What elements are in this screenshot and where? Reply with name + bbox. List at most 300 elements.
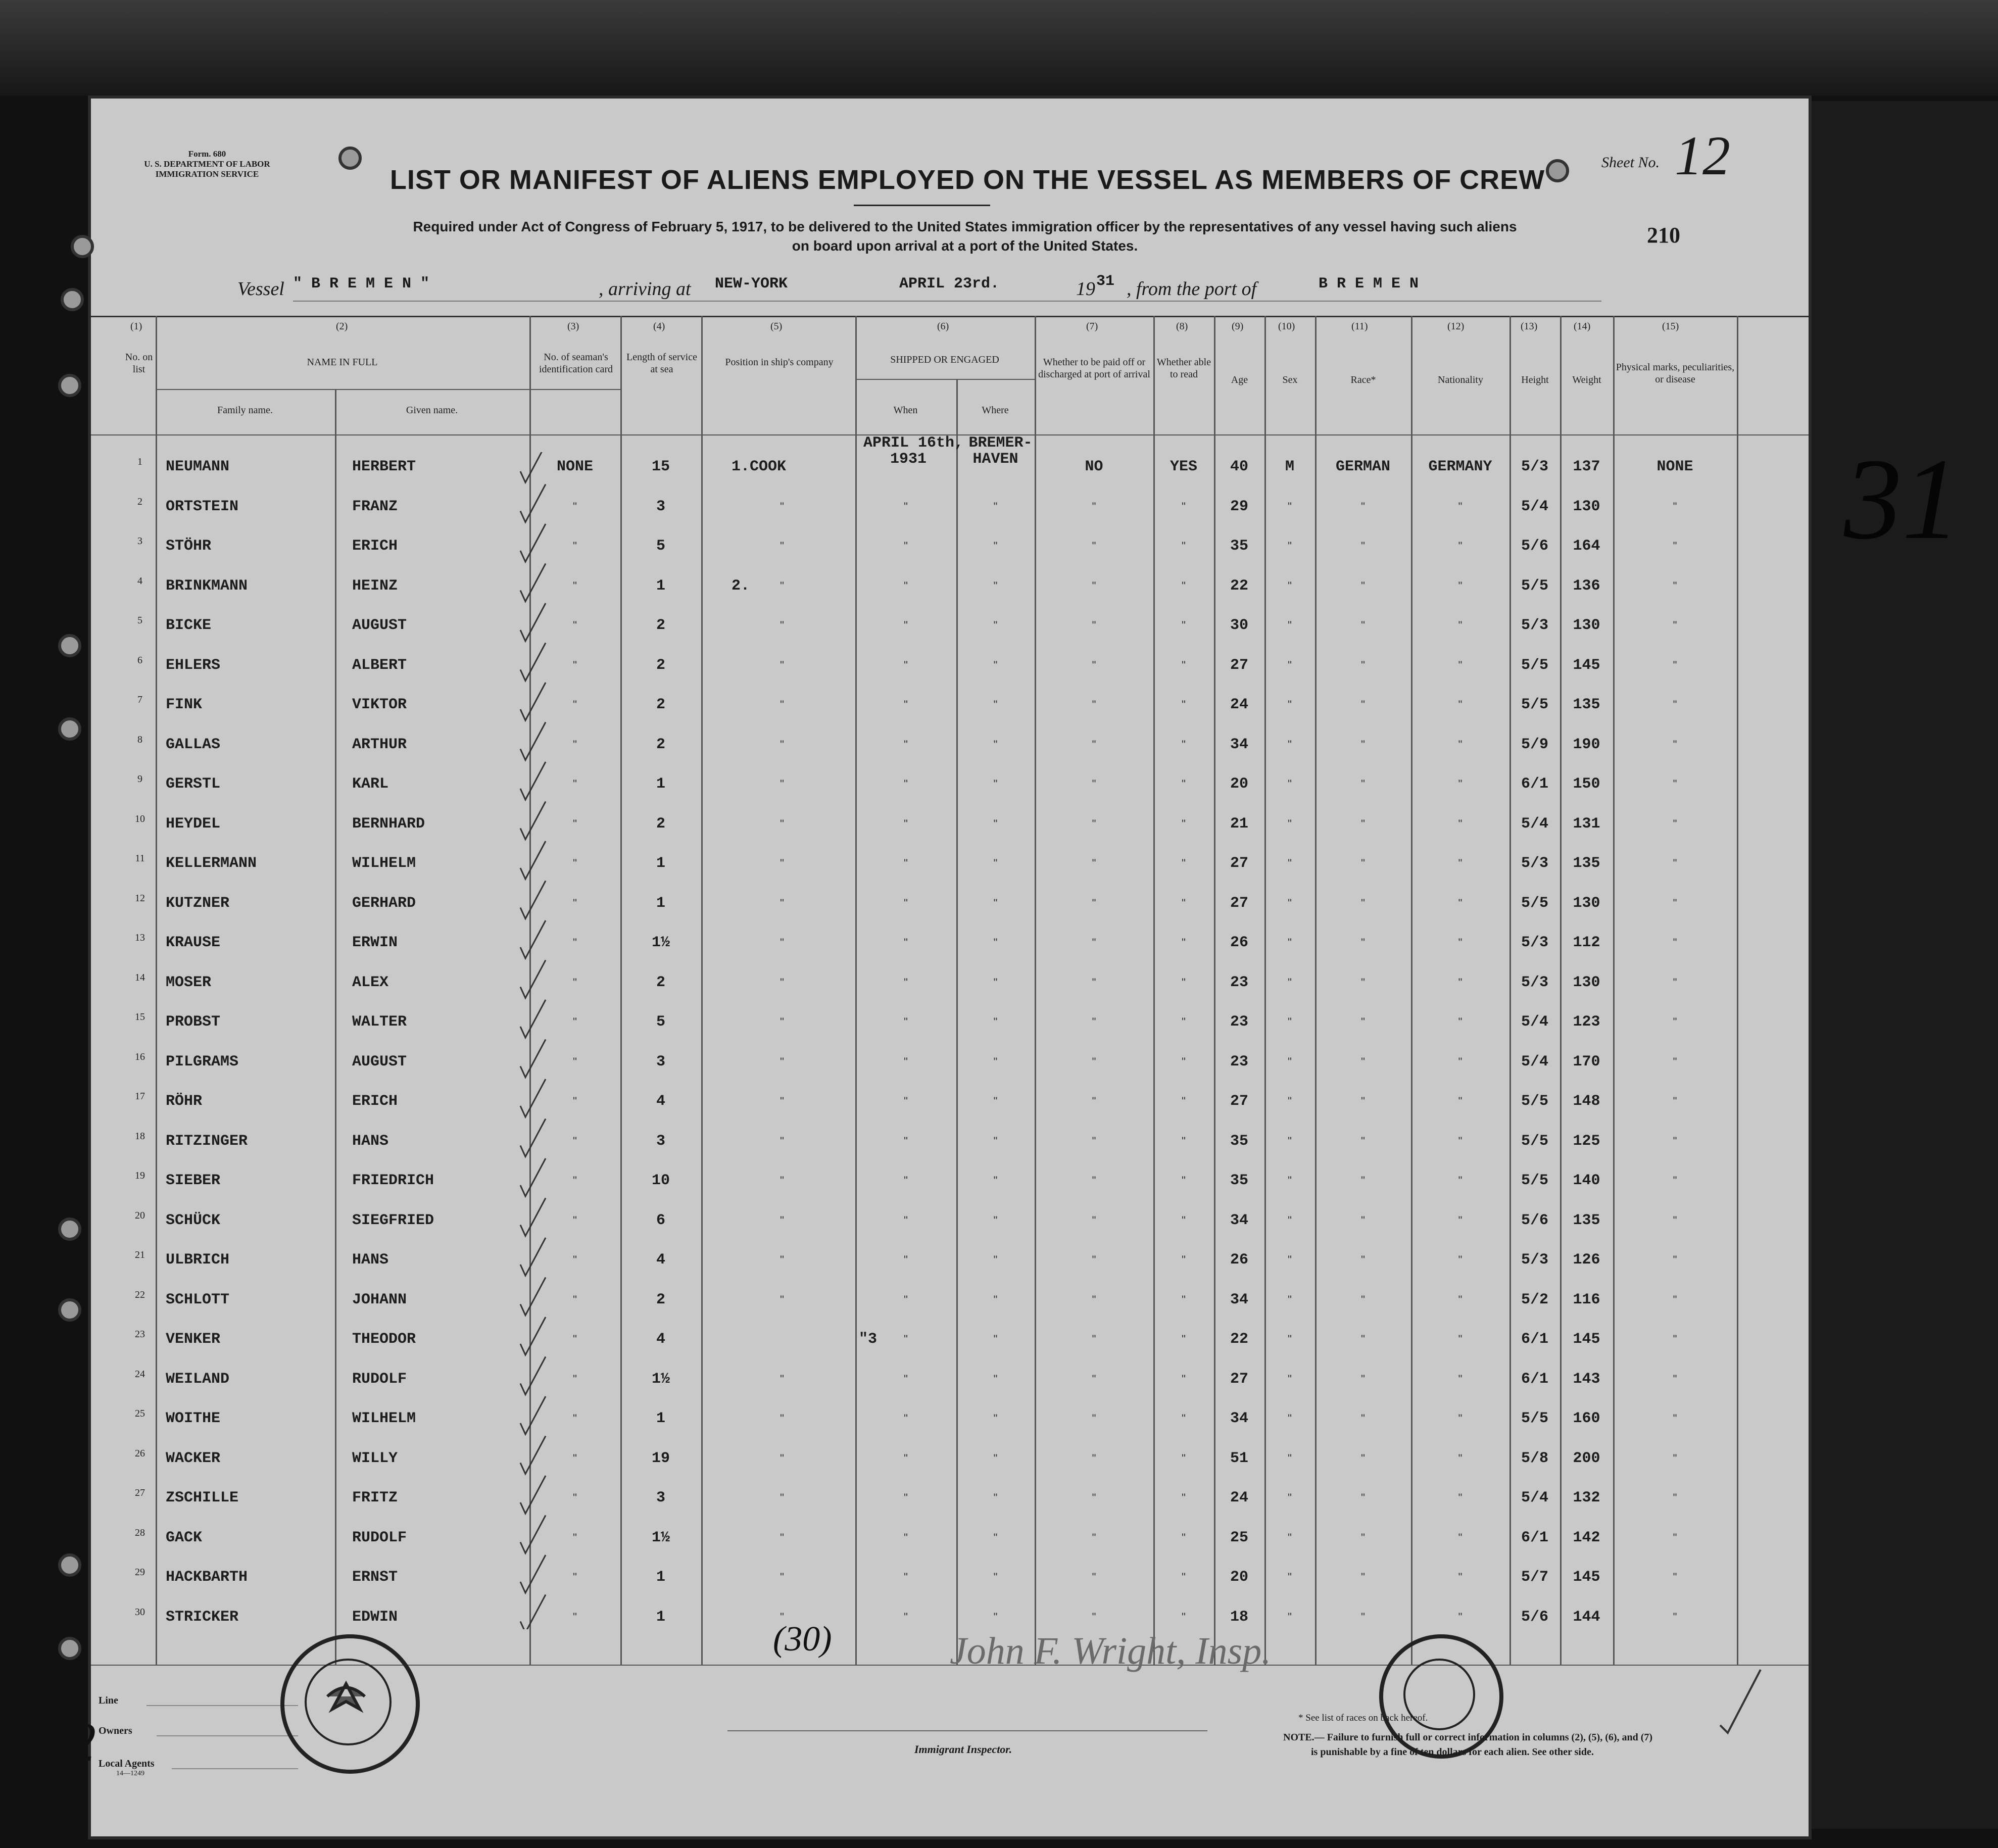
ditto-mark: " (573, 500, 577, 513)
row-height: 5/5 (1521, 1172, 1548, 1189)
year-prefix: 19 (1076, 278, 1095, 300)
ditto-mark: " (573, 896, 577, 909)
ditto-mark: " (904, 1412, 908, 1425)
ditto-mark: " (1288, 1451, 1292, 1465)
row-given: FRIEDRICH (352, 1172, 434, 1189)
ditto-mark: " (573, 698, 577, 711)
ditto-mark: " (904, 817, 908, 830)
ditto-mark: " (780, 1571, 784, 1583)
ditto-mark: " (1182, 1412, 1186, 1425)
handwritten-total: (30) (773, 1620, 832, 1659)
ditto-mark: " (904, 698, 908, 711)
vessel-underline (293, 301, 1601, 302)
row-given: WILHELM (352, 855, 416, 872)
row-family: RÖHR (166, 1093, 203, 1110)
row-no: 29 (135, 1567, 145, 1578)
row-age: 26 (1230, 1251, 1248, 1269)
checkmark-icon (520, 802, 546, 840)
ditto-mark: " (780, 1253, 784, 1266)
ditto-mark: " (1361, 1491, 1365, 1504)
checkmark-icon (520, 762, 546, 800)
ditto-mark: " (904, 1451, 908, 1465)
row-weight: 145 (1573, 656, 1600, 674)
row-height: 6/1 (1521, 1529, 1548, 1546)
row-given: HEINZ (352, 577, 398, 595)
ditto-mark: " (1458, 1253, 1463, 1266)
paid-off-value: NO (1085, 458, 1103, 475)
row-no: 25 (135, 1408, 145, 1419)
ditto-mark: " (1458, 817, 1463, 830)
position-value: 1.COOK (732, 458, 787, 475)
checkmark-icon (520, 1079, 546, 1117)
ditto-mark: " (780, 857, 784, 869)
row-weight: 130 (1573, 498, 1600, 515)
col-number: (11) (1351, 321, 1368, 332)
row-family: BRINKMANN (166, 577, 248, 595)
ditto-mark: " (780, 1491, 784, 1504)
ditto-mark: " (904, 1134, 908, 1147)
ditto-mark: " (780, 896, 784, 909)
ditto-mark: " (1361, 936, 1365, 949)
checkmark-icon (520, 524, 546, 562)
arrival-date: APRIL 23rd. (899, 275, 1000, 293)
header-weight: Weight (1572, 374, 1601, 385)
arrival-port: NEW-YORK (715, 275, 788, 293)
ditto-mark: " (1361, 857, 1365, 869)
ditto-mark: " (1182, 1293, 1186, 1306)
ditto-mark: " (904, 1095, 908, 1107)
header-given-name: Given name. (406, 405, 458, 416)
ditto-mark: " (1288, 936, 1292, 949)
row-service: 1 (656, 855, 665, 872)
ditto-mark: " (993, 777, 998, 790)
ditto-mark: " (573, 1610, 577, 1623)
checkmark-icon (520, 1040, 546, 1078)
row-age: 40 (1230, 458, 1248, 475)
ditto-mark: " (904, 1531, 908, 1544)
ditto-mark: " (1182, 1333, 1186, 1345)
ditto-mark: " (904, 540, 908, 552)
ditto-mark: " (993, 1372, 998, 1385)
ditto-mark: " (780, 936, 784, 949)
owners-rule (157, 1735, 298, 1736)
ditto-mark: " (1458, 1571, 1463, 1583)
ditto-mark: " (1458, 777, 1463, 790)
ditto-mark: " (1092, 738, 1096, 751)
ditto-mark: " (780, 1610, 784, 1623)
ditto-mark: " (780, 1412, 784, 1425)
header-when: When (893, 405, 918, 416)
ditto-mark: " (1458, 1055, 1463, 1068)
header-nationality: Nationality (1438, 374, 1483, 385)
row-age: 21 (1230, 815, 1248, 833)
checkmark-icon (520, 1436, 546, 1474)
checkmark-icon (520, 1396, 546, 1434)
ditto-mark: " (1361, 777, 1365, 790)
col-number: (7) (1086, 321, 1098, 332)
ditto-mark: " (780, 1213, 784, 1227)
row-no: 14 (135, 971, 145, 983)
row-no: 11 (135, 853, 145, 864)
header-position: Position in ship's company (725, 357, 834, 368)
row-age: 18 (1230, 1608, 1248, 1626)
ditto-mark: " (1361, 1372, 1365, 1385)
ditto-mark: " (1092, 658, 1096, 671)
row-no: 7 (137, 694, 142, 705)
ditto-mark: " (1288, 1293, 1292, 1306)
ditto-mark: " (1361, 1531, 1365, 1544)
checkmark-icon (520, 1278, 546, 1316)
race-value: GERMAN (1335, 458, 1391, 475)
ditto-mark: " (1092, 1571, 1096, 1583)
ditto-mark: " (904, 1213, 908, 1227)
row-service: 4 (656, 1331, 665, 1348)
ditto-mark: " (1673, 738, 1677, 751)
note-text-1: — Failure to furnish full or correct information in columns (2), (5), (6), and (7) (1314, 1732, 1653, 1743)
vessel-name: " B R E M E N " (293, 275, 430, 293)
document-title: LIST OR MANIFEST OF ALIENS EMPLOYED ON THE VESSEL AS MEMBERS OF CREW (389, 165, 1545, 195)
row-weight: 144 (1573, 1608, 1600, 1626)
form-code: 14—1249 (116, 1770, 144, 1777)
ditto-mark: " (1361, 1174, 1365, 1187)
header-shipped-engaged: SHIPPED OR ENGAGED (890, 354, 999, 365)
row-weight: 164 (1573, 538, 1600, 555)
name-sub-rule (156, 389, 620, 390)
ditto-mark: " (904, 1015, 908, 1028)
ditto-mark: " (993, 1015, 998, 1028)
row-weight: 135 (1573, 696, 1600, 713)
ditto-mark: " (1458, 1333, 1463, 1345)
row-service: 6 (656, 1211, 665, 1229)
agents-rule (172, 1768, 298, 1769)
row-given: VIKTOR (352, 696, 407, 713)
punch-hole (58, 1218, 81, 1241)
checkmark-icon (520, 841, 546, 879)
ditto-mark: " (1361, 1293, 1365, 1306)
ditto-mark: " (1288, 1134, 1292, 1147)
ditto-mark: " (1673, 1571, 1677, 1583)
ditto-mark: " (573, 619, 577, 631)
row-given: ERNST (352, 1569, 398, 1586)
ditto-mark: " (573, 1531, 577, 1544)
ditto-mark: " (1458, 1293, 1463, 1306)
row-given: EDWIN (352, 1608, 398, 1626)
ditto-mark: " (1673, 1253, 1677, 1266)
punch-hole (58, 374, 81, 397)
row-given: ERWIN (352, 934, 398, 951)
ditto-mark: " (1288, 857, 1292, 869)
row-weight: 135 (1573, 1211, 1600, 1229)
row-weight: 137 (1573, 458, 1600, 475)
ditto-mark: " (993, 1174, 998, 1187)
row-age: 20 (1230, 1569, 1248, 1586)
row-weight: 143 (1573, 1370, 1600, 1388)
checkmark-icon (520, 683, 546, 720)
ditto-mark: " (1092, 1174, 1096, 1187)
ditto-mark: " (1673, 1055, 1677, 1068)
row-service: 10 (651, 1172, 670, 1189)
row-given: AUGUST (352, 1053, 407, 1071)
ditto-mark: " (993, 1412, 998, 1425)
ditto-mark: " (1288, 1095, 1292, 1107)
penalty-note-2: is punishable by a fine of ten dollars for each alien. See other side. (1311, 1746, 1594, 1758)
ditto-mark: " (1092, 976, 1096, 989)
row-age: 29 (1230, 498, 1248, 515)
col-number: (3) (567, 321, 579, 332)
ditto-mark: " (1673, 1174, 1677, 1187)
row-family: ULBRICH (166, 1251, 230, 1269)
ditto-mark: " (780, 1095, 784, 1107)
col-number: (1) (130, 321, 142, 332)
row-height: 5/3 (1521, 974, 1548, 991)
row-no: 18 (135, 1130, 145, 1142)
col-number: (10) (1278, 321, 1295, 332)
ditto-mark: " (780, 738, 784, 751)
ditto-mark: " (1288, 1412, 1292, 1425)
header-where: Where (982, 405, 1009, 416)
ditto-mark: " (1092, 1055, 1096, 1068)
row-weight: 148 (1573, 1093, 1600, 1110)
ditto-mark: " (993, 1333, 998, 1345)
ditto-mark: " (904, 896, 908, 909)
row-family: ORTSTEIN (166, 498, 239, 515)
sex-value: M (1285, 458, 1294, 475)
ditto-mark: " (1673, 1293, 1677, 1306)
ditto-mark: " (993, 1531, 998, 1544)
ditto-mark: " (1458, 579, 1463, 592)
ditto-mark: " (1288, 1213, 1292, 1227)
ditto-mark: " (1182, 1015, 1186, 1028)
ditto-mark: " (1182, 619, 1186, 631)
row-height: 5/4 (1521, 1013, 1548, 1031)
punch-hole (58, 1553, 81, 1577)
ditto-mark: " (1458, 1610, 1463, 1623)
row-weight: 140 (1573, 1172, 1600, 1189)
ditto-mark: " (1361, 1333, 1365, 1345)
row-family: GALLAS (166, 736, 221, 753)
row-no: 9 (137, 773, 142, 785)
left-margin-number: 72 (40, 1711, 96, 1773)
checkmark-icon (520, 1317, 546, 1355)
departure-port: B R E M E N (1319, 275, 1419, 293)
ditto-mark: " (780, 579, 784, 592)
ditto-mark: " (1673, 1015, 1677, 1028)
ditto-mark: " (1361, 540, 1365, 552)
checkmark-icon (520, 1158, 546, 1196)
scan-border-top (0, 0, 1998, 96)
row-family: HEYDEL (166, 815, 221, 833)
ditto-mark: " (573, 1333, 577, 1345)
ditto-mark: " (1092, 896, 1096, 909)
row-given: WILLY (352, 1449, 398, 1467)
ditto-mark: " (1182, 1095, 1186, 1107)
row-age: 34 (1230, 1410, 1248, 1427)
arrival-year: 31 (1096, 273, 1115, 290)
punch-hole (338, 147, 362, 170)
row-age: 51 (1230, 1449, 1248, 1467)
ditto-mark: " (573, 1451, 577, 1465)
ditto-mark: " (1361, 896, 1365, 909)
ditto-mark: " (780, 658, 784, 671)
col-number: (8) (1176, 321, 1188, 332)
ditto-mark: " (1288, 1491, 1292, 1504)
from-port-label: , from the port of (1127, 278, 1257, 300)
ditto-mark: " (573, 1293, 577, 1306)
row-service: 5 (656, 538, 665, 555)
nationality-value: GERMANY (1428, 458, 1492, 475)
row-service: 5 (656, 1013, 665, 1031)
row-no: 8 (137, 734, 142, 745)
ditto-mark: " (1092, 857, 1096, 869)
ditto-mark: " (1673, 540, 1677, 552)
row-given: RUDOLF (352, 1370, 407, 1388)
ditto-mark: " (904, 579, 908, 592)
owners-label: Owners (99, 1725, 132, 1736)
ditto-mark: " (1361, 1055, 1365, 1068)
ditto-mark: " (1361, 579, 1365, 592)
row-age: 24 (1230, 1489, 1248, 1506)
row-position: 2. (732, 577, 750, 595)
service-name: IMMIGRATION SERVICE (155, 169, 259, 179)
row-given: HERBERT (352, 458, 416, 475)
ditto-mark: " (904, 1333, 908, 1345)
ditto-mark: " (904, 1055, 908, 1068)
ditto-mark: " (780, 976, 784, 989)
checkmarks (515, 452, 551, 1629)
row-weight: 145 (1573, 1331, 1600, 1348)
ditto-mark: " (993, 857, 998, 869)
ditto-mark: " (780, 500, 784, 513)
row-height: 5/5 (1521, 656, 1548, 674)
ditto-mark: " (904, 1610, 908, 1623)
ditto-mark: " (1288, 1571, 1292, 1583)
ditto-mark: " (1288, 817, 1292, 830)
ditto-mark: " (1092, 1134, 1096, 1147)
ditto-mark: " (904, 738, 908, 751)
row-family: EHLERS (166, 656, 221, 674)
col-divider (1737, 316, 1738, 1665)
row-given: ARTHUR (352, 736, 407, 753)
row-weight: 116 (1573, 1291, 1600, 1308)
row-height: 5/5 (1521, 577, 1548, 595)
ditto-mark: " (780, 1372, 784, 1385)
ditto-mark: " (904, 777, 908, 790)
ditto-mark: " (780, 1055, 784, 1068)
ditto-mark: " (780, 777, 784, 790)
row-given: ALEX (352, 974, 389, 991)
ditto-mark: " (1458, 1134, 1463, 1147)
title-rule (854, 205, 990, 206)
ditto-mark: " (1673, 777, 1677, 790)
row-family: WOITHE (166, 1410, 221, 1427)
ditto-mark: " (1182, 817, 1186, 830)
ditto-mark: " (1458, 857, 1463, 869)
row-weight: 130 (1573, 617, 1600, 634)
penalty-note (1283, 1732, 1652, 1743)
ditto-mark: " (1458, 738, 1463, 751)
seaman-card-value: NONE (556, 458, 593, 475)
ditto-mark: " (1288, 1372, 1292, 1385)
col-number: (5) (770, 321, 783, 332)
subtitle (283, 217, 1647, 256)
row-service: 1 (656, 1569, 665, 1586)
ditto-mark: " (780, 1015, 784, 1028)
ditto-mark: " (1673, 1412, 1677, 1425)
row-height: 5/4 (1521, 498, 1548, 515)
row-height: 5/5 (1521, 1132, 1548, 1150)
row-family: GERSTL (166, 775, 221, 793)
row-height: 5/3 (1521, 934, 1548, 951)
row-weight: 190 (1573, 736, 1600, 753)
ditto-mark: " (1182, 777, 1186, 790)
row-given: JOHANN (352, 1291, 407, 1308)
right-margin-number: 31 (1844, 434, 1960, 563)
row-height: 5/5 (1521, 696, 1548, 713)
col-number: (14) (1574, 321, 1591, 332)
col-number: (15) (1662, 321, 1679, 332)
note-label: NOTE. (1283, 1732, 1314, 1743)
row-service: 2 (656, 656, 665, 674)
line-rule (147, 1705, 298, 1706)
row-weight: 112 (1573, 934, 1600, 951)
ditto-mark: " (1458, 1491, 1463, 1504)
row-age: 34 (1230, 1291, 1248, 1308)
ditto-mark: " (573, 976, 577, 989)
ditto-mark: " (1182, 1491, 1186, 1504)
ditto-mark: " (1673, 500, 1677, 513)
row-family: BICKE (166, 617, 212, 634)
ditto-mark: " (1288, 976, 1292, 989)
ditto-mark: " (993, 936, 998, 949)
ditto-mark: " (573, 1095, 577, 1107)
ditto-mark: " (573, 857, 577, 869)
row-age: 34 (1230, 736, 1248, 753)
ditto-mark: " (993, 540, 998, 552)
row-age: 26 (1230, 934, 1248, 951)
ditto-mark: " (1458, 976, 1463, 989)
row-service: 2 (656, 617, 665, 634)
ditto-mark: " (573, 1213, 577, 1227)
ditto-mark: " (780, 1293, 784, 1306)
shipped-sub-rule (856, 379, 1036, 380)
local-agents-label: Local Agents (99, 1758, 155, 1769)
scan-border-right (1809, 101, 1998, 1829)
ditto-mark: " (1673, 579, 1677, 592)
ditto-mark: " (1182, 540, 1186, 552)
row-family: GACK (166, 1529, 203, 1546)
row-family: KUTZNER (166, 894, 230, 912)
ditto-mark: " (780, 1531, 784, 1544)
punch-hole (61, 288, 84, 311)
ditto-mark: " (1673, 857, 1677, 869)
sheet-label: Sheet No. (1601, 154, 1660, 171)
ditto-mark: " (1673, 1610, 1677, 1623)
row-age: 27 (1230, 855, 1248, 872)
ditto-mark: " (1288, 500, 1292, 513)
vessel-label: Vessel (237, 278, 284, 300)
ditto-mark: " (1288, 619, 1292, 631)
ditto-mark: " (1092, 1531, 1096, 1544)
row-age: 24 (1230, 696, 1248, 713)
ditto-mark: " (1673, 1491, 1677, 1504)
checkmark-icon (520, 603, 546, 641)
header-sex: Sex (1282, 374, 1298, 385)
ditto-mark: " (1182, 1253, 1186, 1266)
line-label: Line (99, 1695, 118, 1706)
row-service: 2 (656, 815, 665, 833)
ditto-mark: " (1673, 1372, 1677, 1385)
ditto-mark: " (1182, 658, 1186, 671)
